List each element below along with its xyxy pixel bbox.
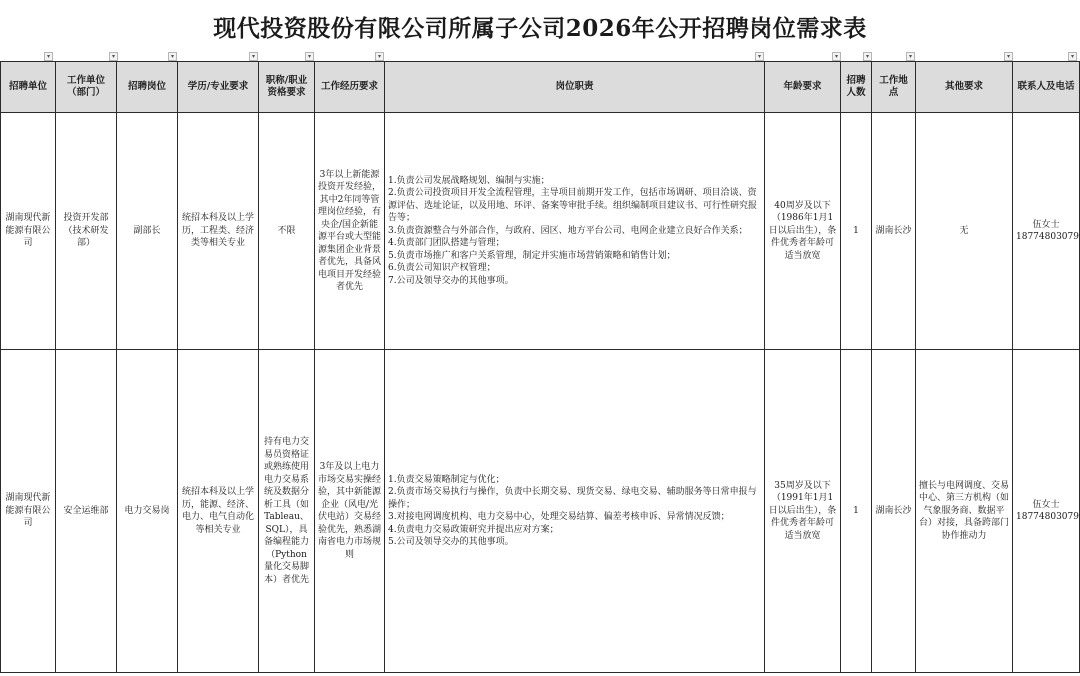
page-title: 现代投资股份有限公司所属子公司2026年公开招聘岗位需求表 [213, 14, 867, 42]
duty-item: 2.负责市场交易执行与操作，负责中长期交易、现货交易、绿电交易、辅助服务等日常申报与操作； [388, 487, 757, 510]
filter-row [0, 51, 1080, 61]
cell-contact[interactable] [1013, 113, 1080, 350]
filter-dropdown-icon[interactable]: ▾ [168, 52, 177, 61]
cell-position[interactable]: 副部长 [117, 113, 178, 350]
duty-item: 3.负责资源整合与外部合作，与政府、园区、地方平台公司、电网企业建立良好合作关系； [388, 225, 748, 236]
filter-dropdown-icon[interactable]: ▾ [1068, 52, 1077, 61]
cell-location[interactable]: 湖南长沙 [872, 350, 916, 673]
column-header-duties[interactable]: 岗位职责 [385, 62, 765, 113]
cell-duties[interactable] [385, 113, 765, 350]
cell-other[interactable]: 无 [916, 113, 1013, 350]
column-header-position[interactable]: 招聘岗位 [117, 62, 178, 113]
duty-item: 7.公司及领导交办的其他事项。 [388, 275, 514, 286]
column-header-age[interactable]: 年龄要求 [765, 62, 841, 113]
cell-experience[interactable]: 3年及以上电力市场交易实操经验，其中新能源企业（风电/光伏电站）交易经验优先，熟悉湖南省电力市场规则 [315, 350, 385, 673]
header-row [1, 62, 1080, 113]
cell-dept[interactable]: 安全运维部 [56, 350, 117, 673]
filter-dropdown-icon[interactable]: ▾ [249, 52, 258, 61]
filter-dropdown-icon[interactable]: ▾ [863, 52, 872, 61]
filter-dropdown-icon[interactable]: ▾ [832, 52, 841, 61]
contact-name: 伍女士 [1032, 499, 1060, 510]
column-header-other[interactable]: 其他要求 [916, 62, 1013, 113]
cell-other[interactable]: 擅长与电网调度、交易中心、第三方机构（如气象服务商、数据平台）对接，具备跨部门协作推动力 [916, 350, 1013, 673]
duty-item: 4.负责部门团队搭建与管理； [388, 238, 505, 249]
filter-dropdown-icon[interactable]: ▾ [44, 52, 53, 61]
cell-contact[interactable] [1013, 350, 1080, 673]
filter-dropdown-icon[interactable]: ▾ [906, 52, 915, 61]
cell-education[interactable]: 统招本科及以上学历，能源、经济、电力、电气自动化等相关专业 [178, 350, 259, 673]
cell-count[interactable]: 1 [841, 113, 872, 350]
filter-dropdown-icon[interactable]: ▾ [109, 52, 118, 61]
cell-duties[interactable] [385, 350, 765, 673]
duty-item: 4.负责电力交易政策研究并提出应对方案； [388, 524, 559, 535]
column-header-experience[interactable]: 工作经历要求 [315, 62, 385, 113]
contact-name: 伍女士 [1032, 219, 1060, 230]
filter-dropdown-icon[interactable]: ▾ [1004, 52, 1013, 61]
cell-unit[interactable]: 湖南现代新能源有限公司 [1, 113, 56, 350]
duty-item: 5.公司及领导交办的其他事项。 [388, 537, 514, 547]
recruitment-table [0, 61, 1080, 673]
duty-item: 1.负责交易策略制定与优化； [388, 474, 505, 485]
column-header-dept[interactable]: 工作单位（部门） [56, 62, 117, 113]
contact-phone: 18774803079 [1016, 232, 1079, 242]
filter-dropdown-icon[interactable]: ▾ [305, 52, 314, 61]
column-header-count[interactable]: 招聘人数 [841, 62, 872, 113]
column-header-unit[interactable]: 招聘单位 [1, 62, 56, 113]
cell-unit[interactable]: 湖南现代新能源有限公司 [1, 350, 56, 673]
cell-location[interactable]: 湖南长沙 [872, 113, 916, 350]
duty-item: 3.对接电网调度机构、电力交易中心，处理交易结算、偏差考核申诉、异常情况反馈； [388, 512, 730, 522]
duty-item: 5.负责市场推广和客户关系管理，制定并实施市场营销策略和销售计划； [388, 250, 676, 261]
cell-qualification[interactable]: 持有电力交易员资格证或熟练使用电力交易系统及数据分析工具（如Tableau、SQL），具备编程能力（Python量化交易脚本）者优先 [259, 350, 315, 673]
filter-dropdown-icon[interactable]: ▾ [375, 52, 384, 61]
table-row [1, 350, 1080, 673]
column-header-location[interactable]: 工作地点 [872, 62, 916, 113]
cell-position[interactable]: 电力交易岗 [117, 350, 178, 673]
cell-count[interactable]: 1 [841, 350, 872, 673]
cell-experience[interactable]: 3年以上新能源投资开发经验，其中2年同等管理岗位经验，有央企/国企新能源平台或大型能源集团企业背景者优先，具备风电项目开发经验者优先 [315, 113, 385, 350]
duty-item: 2.负责公司投资项目开发全流程管理，主导项目前期开发工作，包括市场调研、项目洽谈、资源评估、选址论证，以及用地、环评、备案等审批手续。组织编制项目建议书、可行性研究报告等； [388, 188, 758, 224]
cell-dept[interactable]: 投资开发部（技术研发部） [56, 113, 117, 350]
cell-age[interactable]: 40周岁及以下（1986年1月1日以后出生），条件优秀者年龄可适当放宽 [765, 113, 841, 350]
table-row [1, 113, 1080, 350]
cell-age[interactable]: 35周岁及以下（1991年1月1日以后出生），条件优秀者年龄可适当放宽 [765, 350, 841, 673]
column-header-qualification[interactable]: 职称/职业资格要求 [259, 62, 315, 113]
cell-qualification[interactable]: 不限 [259, 113, 315, 350]
contact-phone: 18774803079 [1016, 512, 1079, 522]
filter-dropdown-icon[interactable]: ▾ [755, 52, 764, 61]
column-header-education[interactable]: 学历/专业要求 [178, 62, 259, 113]
duty-item: 6.负责公司知识产权管理； [388, 263, 496, 274]
duty-item: 1.负责公司发展战略规划、编制与实施； [388, 175, 550, 186]
cell-education[interactable]: 统招本科及以上学历，工程类、经济类等相关专业 [178, 113, 259, 350]
column-header-contact[interactable]: 联系人及电话 [1013, 62, 1080, 113]
